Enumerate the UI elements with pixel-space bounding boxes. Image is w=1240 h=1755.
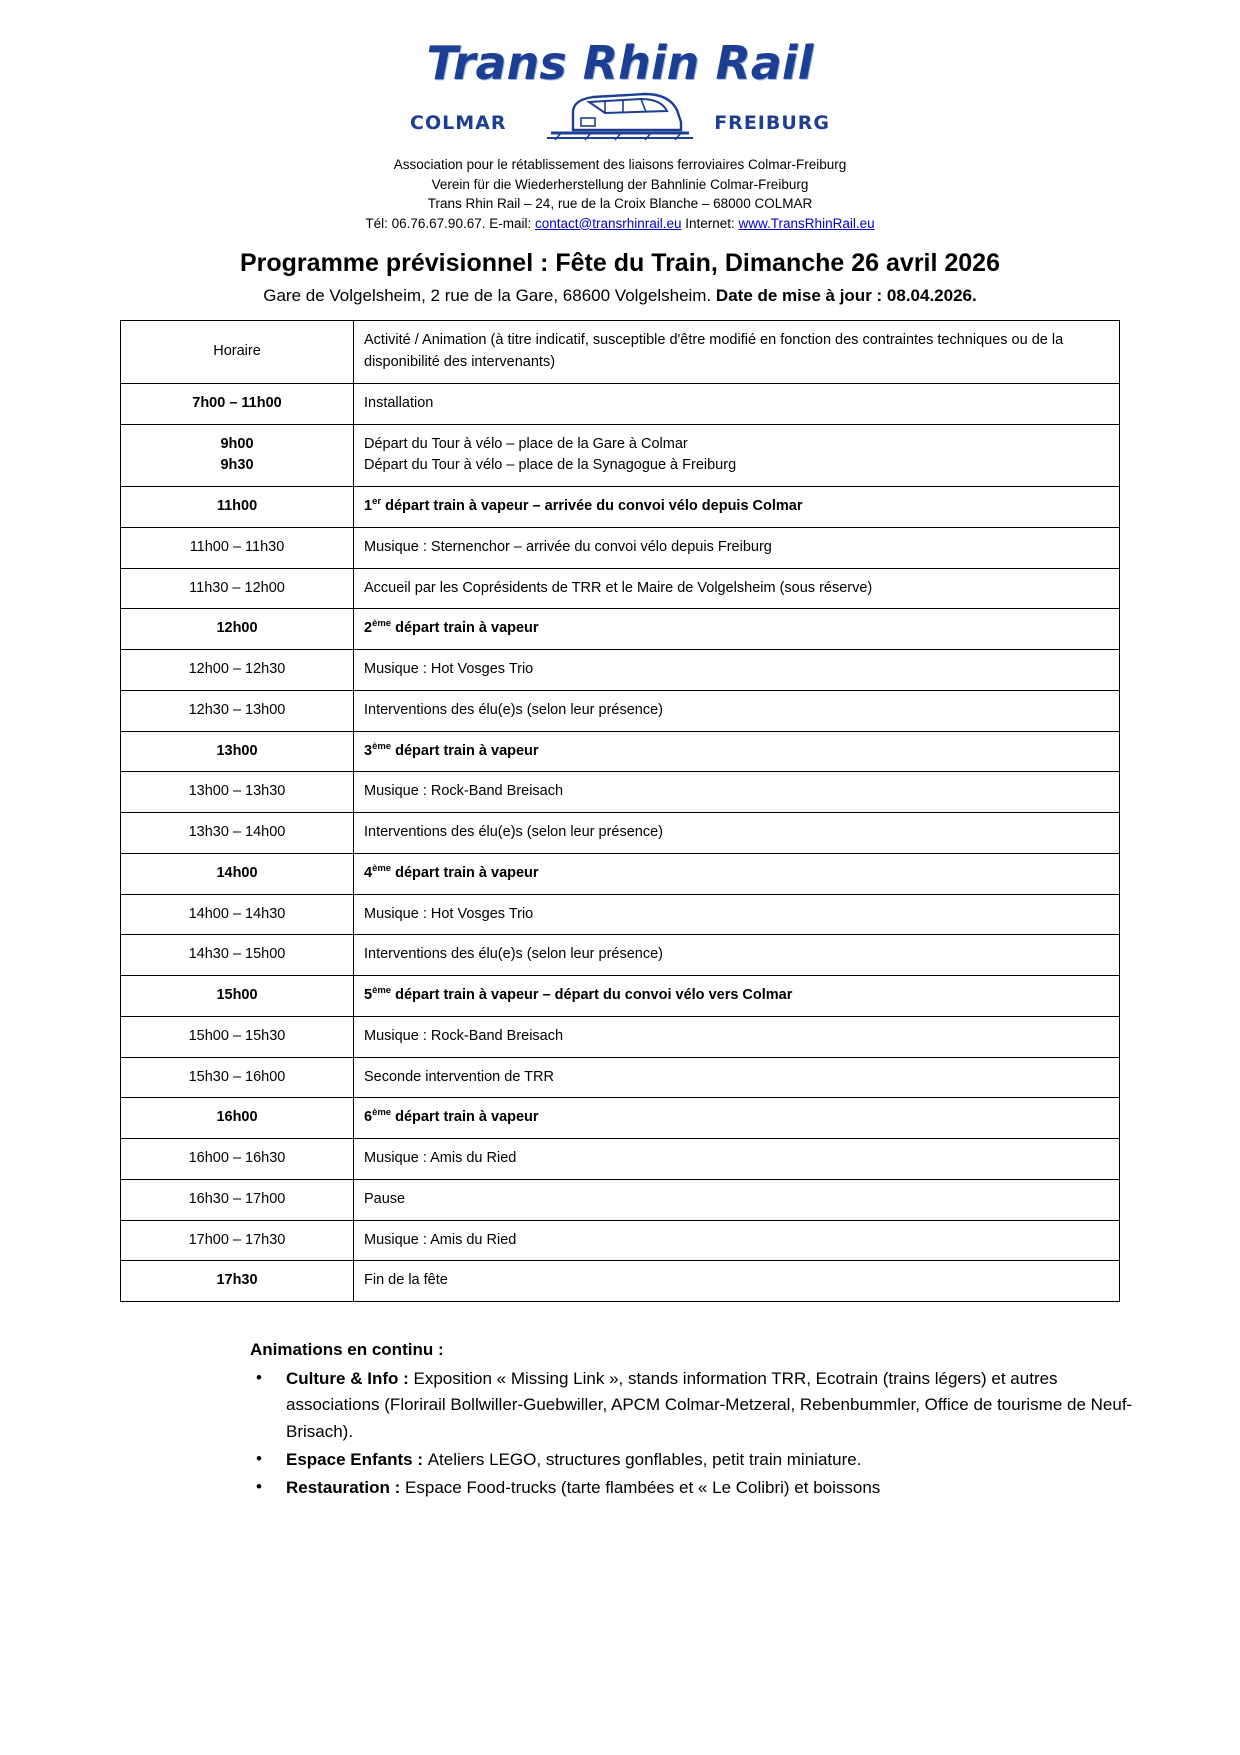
table-row [121, 1139, 1120, 1180]
cell-time [121, 935, 354, 976]
cell-activity [354, 1016, 1120, 1057]
cell-time [121, 1179, 354, 1220]
time-text: 13h00 – 13h30 [188, 783, 286, 800]
list-item-lead: Restauration : [286, 1478, 406, 1498]
cell-activity [354, 1057, 1120, 1098]
venue-text: Gare de Volgelsheim, 2 rue de la Gare, 68600 Volgelsheim. [263, 286, 716, 306]
cell-activity [354, 1261, 1120, 1302]
time-text: 16h00 – 16h30 [188, 1150, 286, 1166]
time-text-secondary: 9h30 [220, 457, 254, 474]
logo-block [100, 28, 1140, 153]
notes-list [250, 1366, 1150, 1502]
table-header-row [121, 321, 1120, 384]
cell-activity [354, 527, 1120, 568]
table-row [121, 976, 1120, 1017]
trans-rhin-rail-logo [410, 28, 830, 148]
org-contact [100, 214, 1140, 234]
time-text: 11h30 – 12h00 [189, 579, 285, 596]
cell-time [121, 1016, 354, 1057]
activity-text: 6ème départ train à vapeur [364, 1107, 539, 1126]
activity-text: Installation [364, 394, 434, 411]
cell-activity [354, 813, 1120, 854]
cell-activity [354, 650, 1120, 691]
org-line-de: Verein für die Wiederherstellung der Bahnlinie Colmar-Freiburg [431, 176, 809, 192]
cell-time [121, 772, 354, 813]
activity-text: Départ du Tour à vélo – place de la Gare à Colmar [364, 435, 688, 452]
activity-text: Musique : Hot Vosges Trio [364, 905, 534, 922]
activity-text: Musique : Sternenchor – arrivée du convoi vélo depuis Freiburg [364, 538, 772, 555]
cell-time [121, 1057, 354, 1098]
cell-activity [354, 424, 1120, 487]
time-text: 14h00 [216, 864, 258, 881]
activity-text: 2ème départ train à vapeur [364, 618, 539, 637]
update-date-text: Date de mise à jour : 08.04.2026. [715, 286, 977, 306]
table-row [121, 568, 1120, 609]
cell-time [121, 424, 354, 487]
cell-time [121, 527, 354, 568]
page-title: Programme prévisionnel : Fête du Train, Dimanche 26 avril 2026 [239, 249, 1000, 278]
activity-text: Musique : Amis du Ried [364, 1150, 517, 1166]
time-text: 15h00 [216, 987, 258, 1003]
table-row [121, 383, 1120, 424]
cell-time [121, 487, 354, 528]
table-row [121, 894, 1120, 935]
table-row [121, 813, 1120, 854]
column-header-activity: Activité / Animation (à titre indicatif, susceptible d'être modifié en fonction des contraintes techniques ou de la disponibilité des intervenants) [354, 321, 1120, 384]
cell-time [121, 731, 354, 772]
time-text: 15h30 – 16h00 [188, 1068, 286, 1085]
logo-city-colmar: COLMAR [410, 112, 507, 134]
cell-time [121, 1139, 354, 1180]
table-row [121, 853, 1120, 894]
time-text: 9h00 [220, 435, 254, 452]
cell-time [121, 609, 354, 650]
cell-activity [354, 731, 1120, 772]
cell-time [121, 1098, 354, 1139]
activity-text: Seconde intervention de TRR [364, 1068, 554, 1085]
train-icon [545, 90, 695, 147]
cell-activity [354, 1220, 1120, 1261]
cell-time [121, 976, 354, 1017]
contact-phone-label: Tél: 06.76.67.90.67. E-mail: [365, 215, 535, 231]
time-text: 17h30 [216, 1272, 258, 1289]
time-text: 12h30 – 13h00 [188, 701, 286, 718]
cell-time [121, 650, 354, 691]
activity-text-secondary: Départ du Tour à vélo – place de la Synagogue à Freiburg [364, 457, 737, 474]
cell-activity [354, 935, 1120, 976]
table-row [121, 772, 1120, 813]
cell-activity [354, 487, 1120, 528]
cell-time [121, 813, 354, 854]
internet-label: Internet: [681, 215, 739, 231]
cell-time [121, 853, 354, 894]
organization-info [100, 155, 1140, 233]
notes-title: Animations en continu : [250, 1340, 444, 1359]
table-row [121, 527, 1120, 568]
time-text: 15h00 – 15h30 [188, 1027, 286, 1044]
table-row [121, 731, 1120, 772]
time-text: 17h00 – 17h30 [188, 1231, 286, 1248]
cell-time [121, 568, 354, 609]
activity-text: 3ème départ train à vapeur [364, 740, 539, 759]
activity-text: Interventions des élu(e)s (selon leur présence) [364, 701, 664, 718]
time-text: 13h00 [216, 742, 258, 759]
table-row [121, 1261, 1120, 1302]
table-row [121, 1016, 1120, 1057]
activity-text: Musique : Hot Vosges Trio [364, 661, 534, 677]
cell-activity [354, 1139, 1120, 1180]
time-text: 14h00 – 14h30 [188, 905, 286, 922]
activity-text: Musique : Rock-Band Breisach [364, 1027, 564, 1044]
time-text: 12h00 [216, 620, 258, 637]
table-row [121, 1179, 1120, 1220]
cell-activity [354, 609, 1120, 650]
cell-time [121, 894, 354, 935]
table-row [121, 1220, 1120, 1261]
page-subtitle [100, 286, 1140, 306]
cell-activity [354, 568, 1120, 609]
activity-text: Interventions des élu(e)s (selon leur présence) [364, 824, 664, 840]
table-row [121, 1098, 1120, 1139]
continuous-activities-section [250, 1340, 1150, 1502]
list-item [250, 1366, 1150, 1445]
table-row [121, 650, 1120, 691]
table-row [121, 935, 1120, 976]
activity-text: 5ème départ train à vapeur – départ du convoi vélo vers Colmar [364, 985, 793, 1003]
cell-time [121, 690, 354, 731]
cell-activity [354, 383, 1120, 424]
time-text: 16h00 [216, 1109, 258, 1126]
website-link[interactable]: www.TransRhinRail.eu [738, 215, 875, 231]
activity-text: 4ème départ train à vapeur [364, 862, 539, 881]
cell-time [121, 1220, 354, 1261]
activity-text: Interventions des élu(e)s (selon leur présence) [364, 946, 664, 963]
table-row [121, 487, 1120, 528]
list-item-text: Ateliers LEGO, structures gonflables, petit train miniature. [427, 1450, 862, 1470]
cell-activity [354, 690, 1120, 731]
cell-activity [354, 1098, 1120, 1139]
cell-activity [354, 976, 1120, 1017]
activity-text: Musique : Rock-Band Breisach [364, 783, 564, 800]
activity-text: Pause [364, 1190, 406, 1207]
contact-email-link[interactable]: contact@transrhinrail.eu [534, 215, 682, 231]
activity-text: Musique : Amis du Ried [364, 1231, 517, 1248]
time-text: 12h00 – 12h30 [188, 661, 286, 677]
list-item-text: Espace Food-trucks (tarte flambées et « Le Colibri) et boissons [405, 1478, 881, 1498]
list-item-lead: Espace Enfants : [286, 1450, 428, 1470]
time-text: 7h00 – 11h00 [192, 394, 282, 411]
activity-text: Accueil par les Coprésidents de TRR et le Maire de Volgelsheim (sous réserve) [364, 579, 873, 596]
org-address: Trans Rhin Rail – 24, rue de la Croix Blanche – 68000 COLMAR [427, 196, 813, 212]
org-line-fr: Association pour le rétablissement des liaisons ferroviaires Colmar-Freiburg [393, 157, 847, 172]
column-header-time: Horaire [121, 321, 354, 384]
time-text: 11h00 – 11h30 [189, 538, 285, 555]
time-text: 14h30 – 15h00 [188, 946, 286, 963]
cell-time [121, 1261, 354, 1302]
table-row [121, 609, 1120, 650]
table-row [121, 1057, 1120, 1098]
schedule-table-body [121, 321, 1120, 1302]
schedule-table [120, 320, 1120, 1302]
logo-title: Trans Rhin Rail [426, 36, 814, 90]
list-item [250, 1475, 1150, 1501]
time-text: 16h30 – 17h00 [188, 1190, 286, 1207]
list-item [250, 1447, 1150, 1473]
cell-time [121, 383, 354, 424]
list-item-text: Exposition « Missing Link », stands information TRR, Ecotrain (trains légers) et autres associations (Florirail Bollwiller-Guebwiller, APCM Colmar-Metzeral, Rebenbummler, Office de tourisme de Neuf-Brisach). [286, 1369, 1133, 1441]
time-text: 11h00 [216, 498, 258, 514]
logo-city-freiburg: FREIBURG [714, 112, 830, 134]
activity-text: Fin de la fête [364, 1272, 448, 1289]
time-text: 13h30 – 14h00 [188, 824, 286, 840]
cell-activity [354, 894, 1120, 935]
cell-activity [354, 853, 1120, 894]
activity-text: 1er départ train à vapeur – arrivée du convoi vélo depuis Colmar [364, 496, 803, 514]
table-row [121, 424, 1120, 487]
table-row [121, 690, 1120, 731]
cell-activity [354, 772, 1120, 813]
cell-activity [354, 1179, 1120, 1220]
list-item-lead: Culture & Info : [286, 1369, 414, 1388]
